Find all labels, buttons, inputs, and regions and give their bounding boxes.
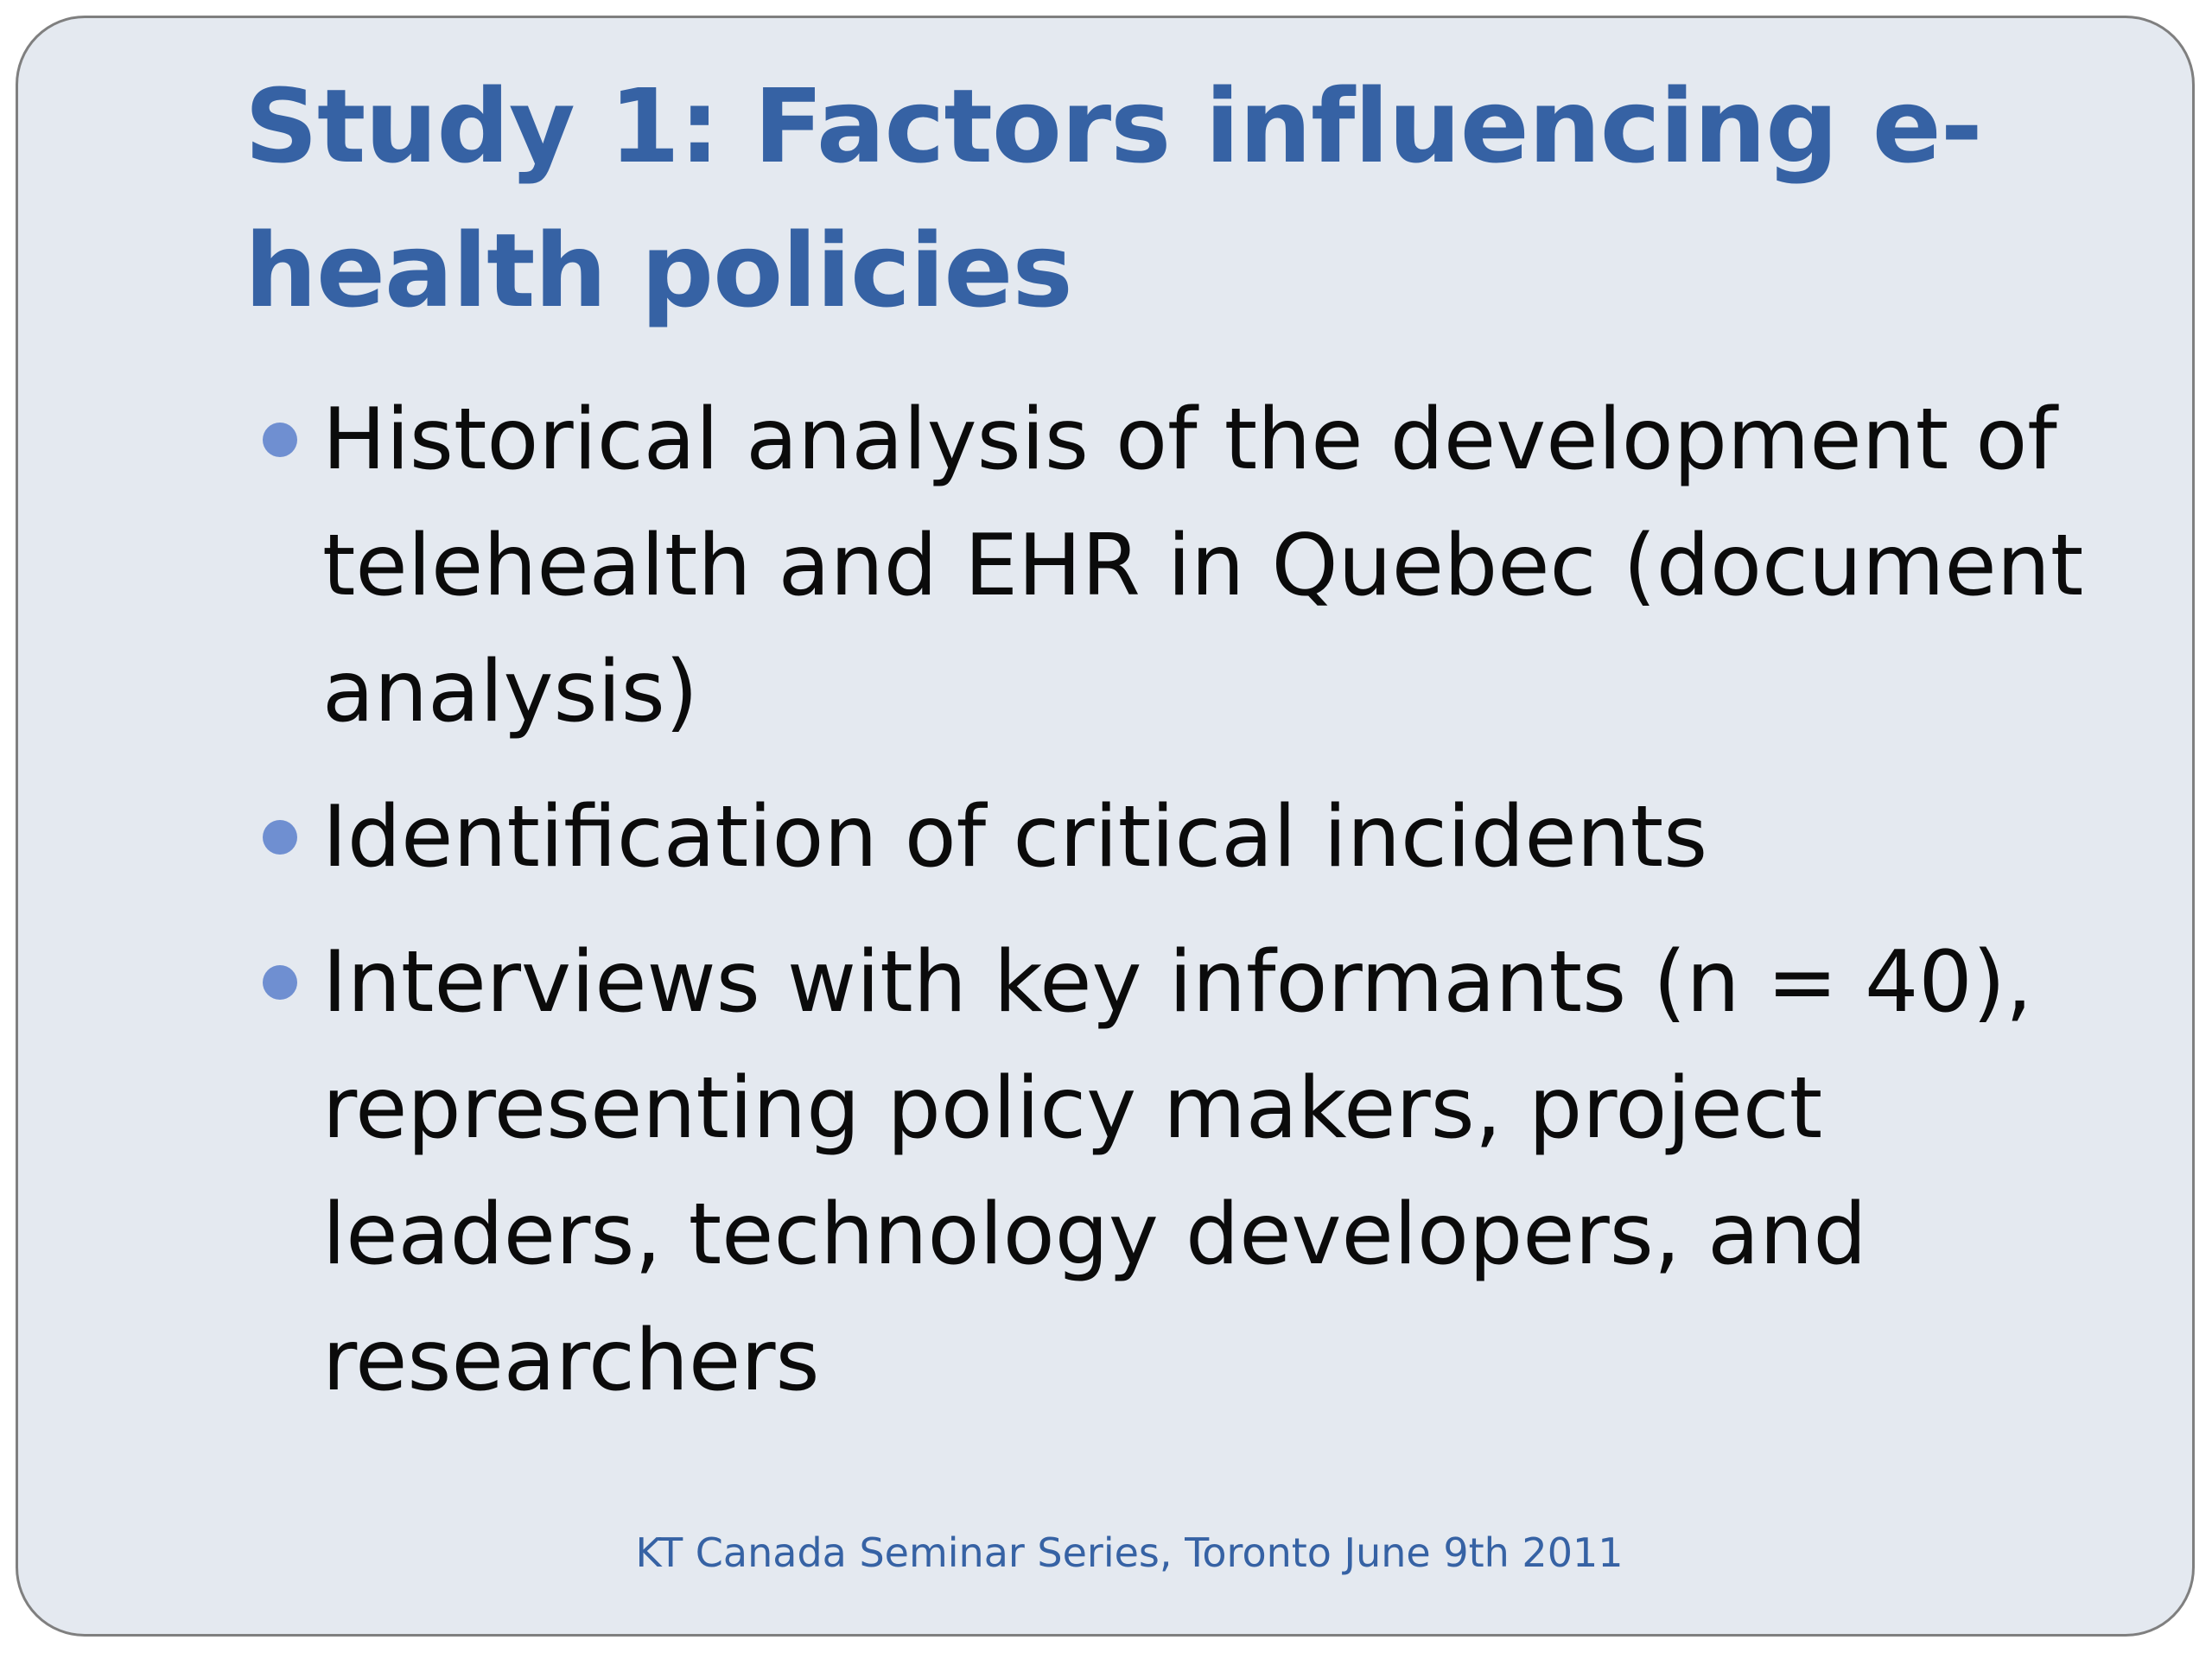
bullet-item	[253, 774, 2154, 900]
bullet-list	[253, 377, 2154, 1443]
bullet-text: Interviews with key informants (n = 40), representing policy makers, project leaders, technology developers, and researchers	[322, 933, 2033, 1410]
bullet-text: Historical analysis of the development of telehealth and EHR in Quebec (document analysis)	[322, 391, 2084, 741]
bullet-item	[253, 919, 2154, 1424]
slide-footer: KT Canada Seminar Series, Toronto June 9th 2011	[635, 1529, 1624, 1576]
slide	[16, 16, 2195, 1637]
slide-title: Study 1: Factors influencing e-health policies	[245, 67, 1982, 330]
bullet-dot-icon	[263, 820, 297, 855]
bullet-text: Identification of critical incidents	[322, 788, 1708, 887]
bullet-dot-icon	[263, 423, 297, 457]
bullet-dot-icon	[263, 965, 297, 1000]
bullet-item	[253, 377, 2154, 755]
